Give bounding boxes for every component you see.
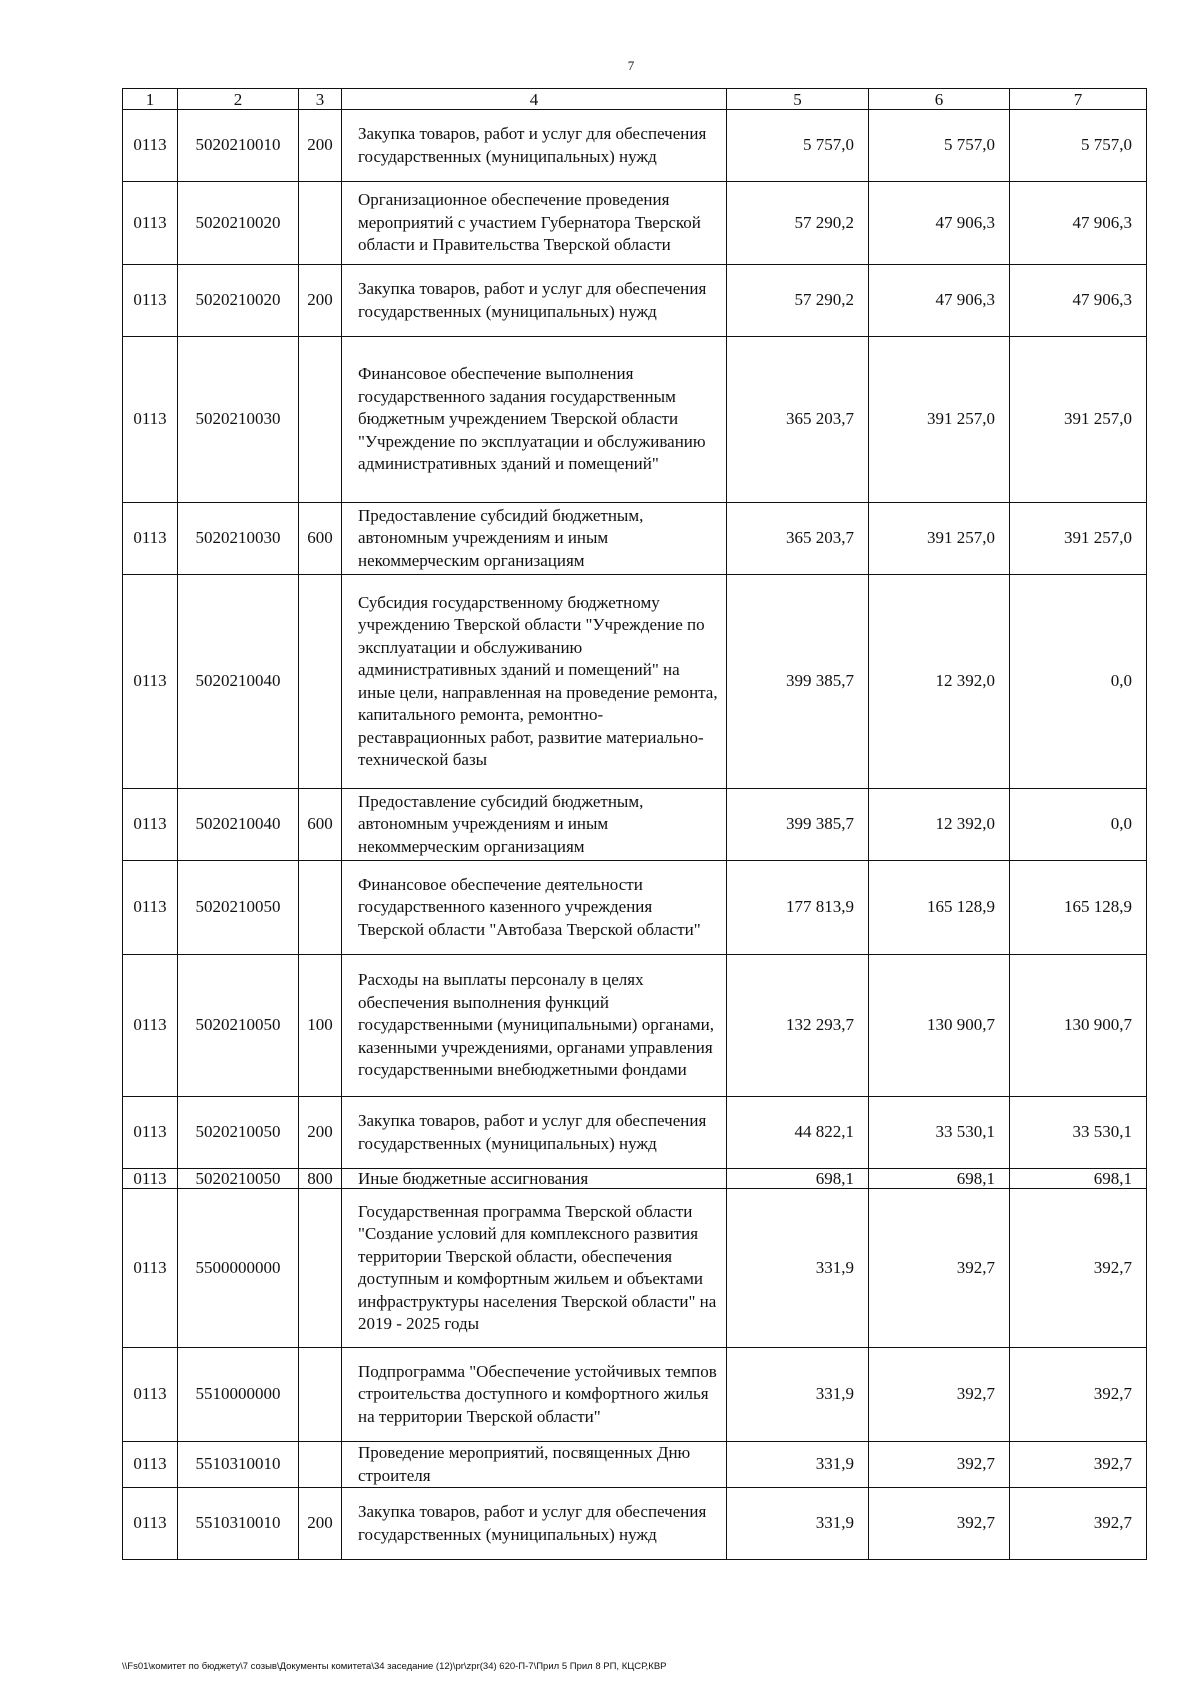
value-col6-cell: 165 128,9 xyxy=(869,861,1010,955)
type-cell xyxy=(299,337,342,503)
value-col7-cell: 5 757,0 xyxy=(1010,110,1147,182)
value-col5-cell: 698,1 xyxy=(727,1169,869,1189)
value-col7-cell: 391 257,0 xyxy=(1010,503,1147,575)
section-cell: 0113 xyxy=(123,1488,178,1560)
header-cell: 3 xyxy=(299,89,342,110)
type-cell: 600 xyxy=(299,789,342,861)
value-col6-cell: 391 257,0 xyxy=(869,503,1010,575)
code-cell: 5020210050 xyxy=(178,955,299,1097)
section-cell: 0113 xyxy=(123,1169,178,1189)
table-row xyxy=(123,861,1147,955)
name-cell: Закупка товаров, работ и услуг для обеспечения государственных (муниципальных) нужд xyxy=(342,1097,727,1169)
header-cell: 2 xyxy=(178,89,299,110)
value-col7-cell: 165 128,9 xyxy=(1010,861,1147,955)
value-col7-cell: 0,0 xyxy=(1010,789,1147,861)
name-cell: Закупка товаров, работ и услуг для обеспечения государственных (муниципальных) нужд xyxy=(342,265,727,337)
value-col5-cell: 331,9 xyxy=(727,1442,869,1488)
value-col7-cell: 392,7 xyxy=(1010,1189,1147,1348)
section-cell: 0113 xyxy=(123,789,178,861)
value-col5-cell: 44 822,1 xyxy=(727,1097,869,1169)
type-cell xyxy=(299,182,342,265)
table-row xyxy=(123,1348,1147,1442)
table-row xyxy=(123,789,1147,861)
value-col6-cell: 5 757,0 xyxy=(869,110,1010,182)
name-cell: Предоставление субсидий бюджетным, автономным учреждениям и иным некоммерческим организациям xyxy=(342,789,727,861)
name-cell: Закупка товаров, работ и услуг для обеспечения государственных (муниципальных) нужд xyxy=(342,1488,727,1560)
value-col5-cell: 132 293,7 xyxy=(727,955,869,1097)
code-cell: 5020210010 xyxy=(178,110,299,182)
name-cell: Проведение мероприятий, посвященных Дню строителя xyxy=(342,1442,727,1488)
value-col7-cell: 0,0 xyxy=(1010,575,1147,789)
section-cell: 0113 xyxy=(123,1097,178,1169)
value-col6-cell: 47 906,3 xyxy=(869,265,1010,337)
type-cell: 200 xyxy=(299,265,342,337)
table-row xyxy=(123,503,1147,575)
value-col6-cell: 12 392,0 xyxy=(869,575,1010,789)
value-col5-cell: 399 385,7 xyxy=(727,575,869,789)
section-cell: 0113 xyxy=(123,110,178,182)
page-number: 7 xyxy=(627,58,635,73)
header-cell: 1 xyxy=(123,89,178,110)
table-row xyxy=(123,1169,1147,1189)
name-cell: Организационное обеспечение проведения мероприятий с участием Губернатора Тверской области и Правительства Тверской области xyxy=(342,182,727,265)
value-col5-cell: 57 290,2 xyxy=(727,182,869,265)
code-cell: 5500000000 xyxy=(178,1189,299,1348)
table-row xyxy=(123,337,1147,503)
value-col5-cell: 331,9 xyxy=(727,1348,869,1442)
value-col6-cell: 392,7 xyxy=(869,1189,1010,1348)
code-cell: 5020210050 xyxy=(178,1169,299,1189)
table-row xyxy=(123,182,1147,265)
name-cell: Государственная программа Тверской области "Создание условий для комплексного развития территории Тверской области, обеспечения доступным и комфортным жильем и объектами инфраструктуры населения Тверской области" на 2019 - 2025 годы xyxy=(342,1189,727,1348)
code-cell: 5510310010 xyxy=(178,1442,299,1488)
section-cell: 0113 xyxy=(123,1442,178,1488)
name-cell: Финансовое обеспечение выполнения государственного задания государственным бюджетным учреждением Тверской области "Учреждение по эксплуатации и обслуживанию административных зданий и помещений" xyxy=(342,337,727,503)
value-col7-cell: 33 530,1 xyxy=(1010,1097,1147,1169)
value-col6-cell: 47 906,3 xyxy=(869,182,1010,265)
code-cell: 5020210040 xyxy=(178,789,299,861)
table-row xyxy=(123,1189,1147,1348)
header-row xyxy=(123,89,1147,110)
name-cell: Расходы на выплаты персоналу в целях обеспечения выполнения функций государственными (муниципальными) органами, казенными учреждениями, органами управления государственными внебюджетными фондами xyxy=(342,955,727,1097)
value-col6-cell: 130 900,7 xyxy=(869,955,1010,1097)
budget-table xyxy=(122,88,1147,1560)
value-col7-cell: 47 906,3 xyxy=(1010,265,1147,337)
footer-file-path: \\Fs01\комитет по бюджету\7 созыв\Документы комитета\34 заседание (12)\pr\zpr(34) 620-П-7\Прил 5 Прил 8 РП, КЦСР,КВР xyxy=(122,1661,667,1672)
value-col5-cell: 365 203,7 xyxy=(727,337,869,503)
section-cell: 0113 xyxy=(123,337,178,503)
section-cell: 0113 xyxy=(123,182,178,265)
code-cell: 5020210030 xyxy=(178,503,299,575)
code-cell: 5510310010 xyxy=(178,1488,299,1560)
type-cell: 800 xyxy=(299,1169,342,1189)
type-cell xyxy=(299,1189,342,1348)
table-row xyxy=(123,1097,1147,1169)
value-col6-cell: 391 257,0 xyxy=(869,337,1010,503)
value-col7-cell: 392,7 xyxy=(1010,1348,1147,1442)
value-col6-cell: 698,1 xyxy=(869,1169,1010,1189)
value-col7-cell: 130 900,7 xyxy=(1010,955,1147,1097)
header-cell: 6 xyxy=(869,89,1010,110)
table-row xyxy=(123,1488,1147,1560)
type-cell xyxy=(299,1348,342,1442)
type-cell: 100 xyxy=(299,955,342,1097)
section-cell: 0113 xyxy=(123,1348,178,1442)
name-cell: Предоставление субсидий бюджетным, автономным учреждениям и иным некоммерческим организациям xyxy=(342,503,727,575)
value-col6-cell: 392,7 xyxy=(869,1348,1010,1442)
value-col5-cell: 5 757,0 xyxy=(727,110,869,182)
table-row xyxy=(123,1442,1147,1488)
type-cell: 600 xyxy=(299,503,342,575)
name-cell: Субсидия государственному бюджетному учреждению Тверской области "Учреждение по эксплуатации и обслуживанию административных зданий и помещений" на иные цели, направленная на проведение ремонта, капитального ремонта, ремонтно-реставрационных работ, развитие материально-технической базы xyxy=(342,575,727,789)
value-col6-cell: 392,7 xyxy=(869,1488,1010,1560)
table-row xyxy=(123,955,1147,1097)
value-col7-cell: 698,1 xyxy=(1010,1169,1147,1189)
header-cell: 4 xyxy=(342,89,727,110)
name-cell: Финансовое обеспечение деятельности государственного казенного учреждения Тверской области "Автобаза Тверской области" xyxy=(342,861,727,955)
name-cell: Подпрограмма "Обеспечение устойчивых темпов строительства доступного и комфортного жилья на территории Тверской области" xyxy=(342,1348,727,1442)
value-col5-cell: 331,9 xyxy=(727,1189,869,1348)
type-cell xyxy=(299,575,342,789)
section-cell: 0113 xyxy=(123,265,178,337)
code-cell: 5020210050 xyxy=(178,1097,299,1169)
type-cell: 200 xyxy=(299,110,342,182)
name-cell: Закупка товаров, работ и услуг для обеспечения государственных (муниципальных) нужд xyxy=(342,110,727,182)
value-col5-cell: 399 385,7 xyxy=(727,789,869,861)
value-col5-cell: 365 203,7 xyxy=(727,503,869,575)
section-cell: 0113 xyxy=(123,955,178,1097)
value-col7-cell: 392,7 xyxy=(1010,1442,1147,1488)
value-col5-cell: 331,9 xyxy=(727,1488,869,1560)
table-row xyxy=(123,265,1147,337)
value-col6-cell: 33 530,1 xyxy=(869,1097,1010,1169)
type-cell xyxy=(299,861,342,955)
code-cell: 5020210040 xyxy=(178,575,299,789)
header-cell: 5 xyxy=(727,89,869,110)
code-cell: 5020210050 xyxy=(178,861,299,955)
header-cell: 7 xyxy=(1010,89,1147,110)
section-cell: 0113 xyxy=(123,575,178,789)
type-cell: 200 xyxy=(299,1488,342,1560)
section-cell: 0113 xyxy=(123,1189,178,1348)
type-cell xyxy=(299,1442,342,1488)
value-col5-cell: 177 813,9 xyxy=(727,861,869,955)
value-col5-cell: 57 290,2 xyxy=(727,265,869,337)
code-cell: 5020210020 xyxy=(178,265,299,337)
table-row xyxy=(123,110,1147,182)
code-cell: 5020210020 xyxy=(178,182,299,265)
section-cell: 0113 xyxy=(123,503,178,575)
table-row xyxy=(123,575,1147,789)
value-col7-cell: 391 257,0 xyxy=(1010,337,1147,503)
name-cell: Иные бюджетные ассигнования xyxy=(342,1169,727,1189)
type-cell: 200 xyxy=(299,1097,342,1169)
code-cell: 5020210030 xyxy=(178,337,299,503)
value-col6-cell: 392,7 xyxy=(869,1442,1010,1488)
value-col6-cell: 12 392,0 xyxy=(869,789,1010,861)
section-cell: 0113 xyxy=(123,861,178,955)
value-col7-cell: 392,7 xyxy=(1010,1488,1147,1560)
value-col7-cell: 47 906,3 xyxy=(1010,182,1147,265)
code-cell: 5510000000 xyxy=(178,1348,299,1442)
